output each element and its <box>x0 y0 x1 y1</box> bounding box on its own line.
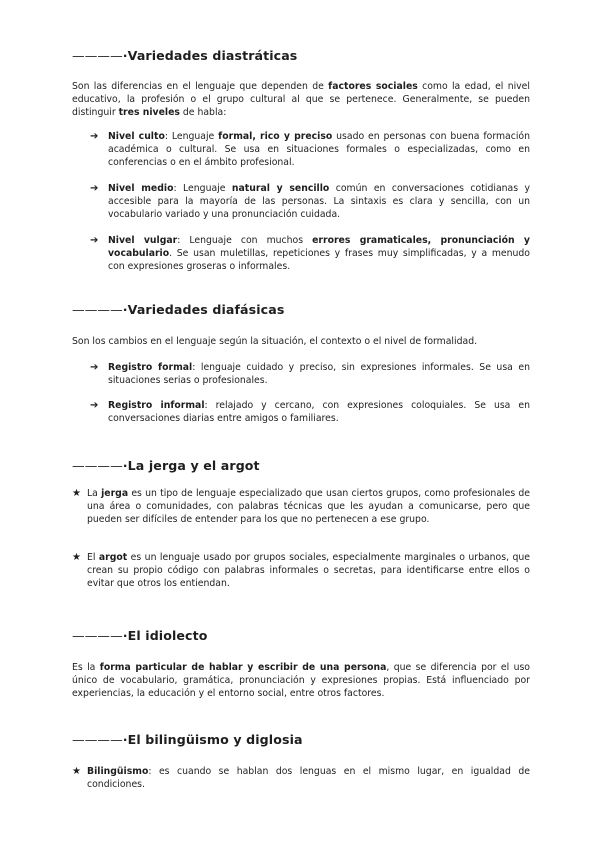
heading-jerga-argot <box>72 458 260 473</box>
list-item-nivel-culto: ➔ Nivel culto: Lenguaje formal, rico y preciso usado en personas con buena formación académica o cultural. Se usa en situaciones formales o especializadas, como en conferencias o en el ámbito profesional. <box>90 131 531 169</box>
heading-rule: ———— <box>72 628 123 643</box>
heading-title: Variedades diafásicas <box>127 302 285 317</box>
star-icon: ★ <box>72 552 81 563</box>
list-item-nivel-medio: ➔ Nivel medio: Lenguaje natural y sencillo común en conversaciones cotidianas y accesible para la mayoría de las personas. La sintaxis es clara y sencilla, con un vocabulario variado y una pronunciación cuidada. <box>90 183 531 221</box>
list-item-nivel-vulgar: ➔ Nivel vulgar: Lenguaje con muchos errores gramaticales, pronunciación y vocabulario. Se usan muletillas, repeticiones y frases muy simplificadas, y a menudo con expresiones groseras o informales. <box>90 235 530 273</box>
list-item-bilinguismo: ★ Bilingüismo: es cuando se hablan dos lenguas en el mismo lugar, en igualdad de condiciones. <box>72 766 530 791</box>
arrow-icon: ➔ <box>90 400 99 411</box>
heading-title: Variedades diastráticas <box>127 48 298 63</box>
heading-rule: ———— <box>72 458 123 473</box>
heading-dot: · <box>122 732 128 747</box>
heading-dot: · <box>122 48 128 63</box>
arrow-icon: ➔ <box>90 183 99 194</box>
paragraph-idiolecto: Es la forma particular de hablar y escribir de una persona, que se diferencia por el uso único de vocabulario, gramática, pronunciación y expresiones propias. Está influenciado por experiencias, la educación y el entorno social, entre otros factores. <box>72 662 530 700</box>
list-item-registro-informal: ➔ Registro informal: relajado y cercano, con expresiones coloquiales. Se usa en conversaciones diarias entre amigos o familiares. <box>90 400 531 425</box>
star-icon: ★ <box>72 766 81 777</box>
paragraph-diastraticas-intro: Son las diferencias en el lenguaje que dependen de factores sociales como la edad, el nivel educativo, la profesión o el grupo cultural al que se pertenece. Generalmente, se pueden distinguir tres niveles de habla: <box>72 81 530 119</box>
heading-title: La jerga y el argot <box>127 458 260 473</box>
heading-dot: · <box>122 302 128 317</box>
heading-title: El idiolecto <box>127 628 208 643</box>
heading-variedades-diastraticas <box>72 48 297 63</box>
heading-dot: · <box>122 458 128 473</box>
heading-rule: ———— <box>72 302 123 317</box>
heading-dot: · <box>122 628 128 643</box>
arrow-icon: ➔ <box>90 235 99 246</box>
star-icon: ★ <box>72 488 81 499</box>
heading-title: El bilingüismo y diglosia <box>127 732 303 747</box>
heading-variedades-diafasicas <box>72 302 284 317</box>
paragraph-diafasicas-intro: Son los cambios en el lenguaje según la situación, el contexto o el nivel de formalidad. <box>72 336 478 347</box>
heading-idiolecto <box>72 628 207 643</box>
list-item-registro-formal: ➔ Registro formal: lenguaje cuidado y preciso, sin expresiones informales. Se usa en situaciones serias o profesionales. <box>90 362 530 387</box>
heading-rule: ———— <box>72 48 123 63</box>
heading-rule: ———— <box>72 732 123 747</box>
arrow-icon: ➔ <box>90 362 99 373</box>
list-item-jerga: ★ La jerga es un tipo de lenguaje especializado que usan ciertos grupos, como profesionales de una área o comunidades, con palabras técnicas que les ayudan a comunicarse, pero que pueden ser difíciles de entender para los que no pertenecen a ese grupo. <box>72 488 530 526</box>
heading-bilinguismo-diglosia <box>72 732 303 747</box>
arrow-icon: ➔ <box>90 131 99 142</box>
list-item-argot: ★ El argot es un lenguaje usado por grupos sociales, especialmente marginales o urbanos, que crean su propio código con palabras informales o secretas, para identificarse entre ellos o evitar que otros los entiendan. <box>72 552 530 590</box>
